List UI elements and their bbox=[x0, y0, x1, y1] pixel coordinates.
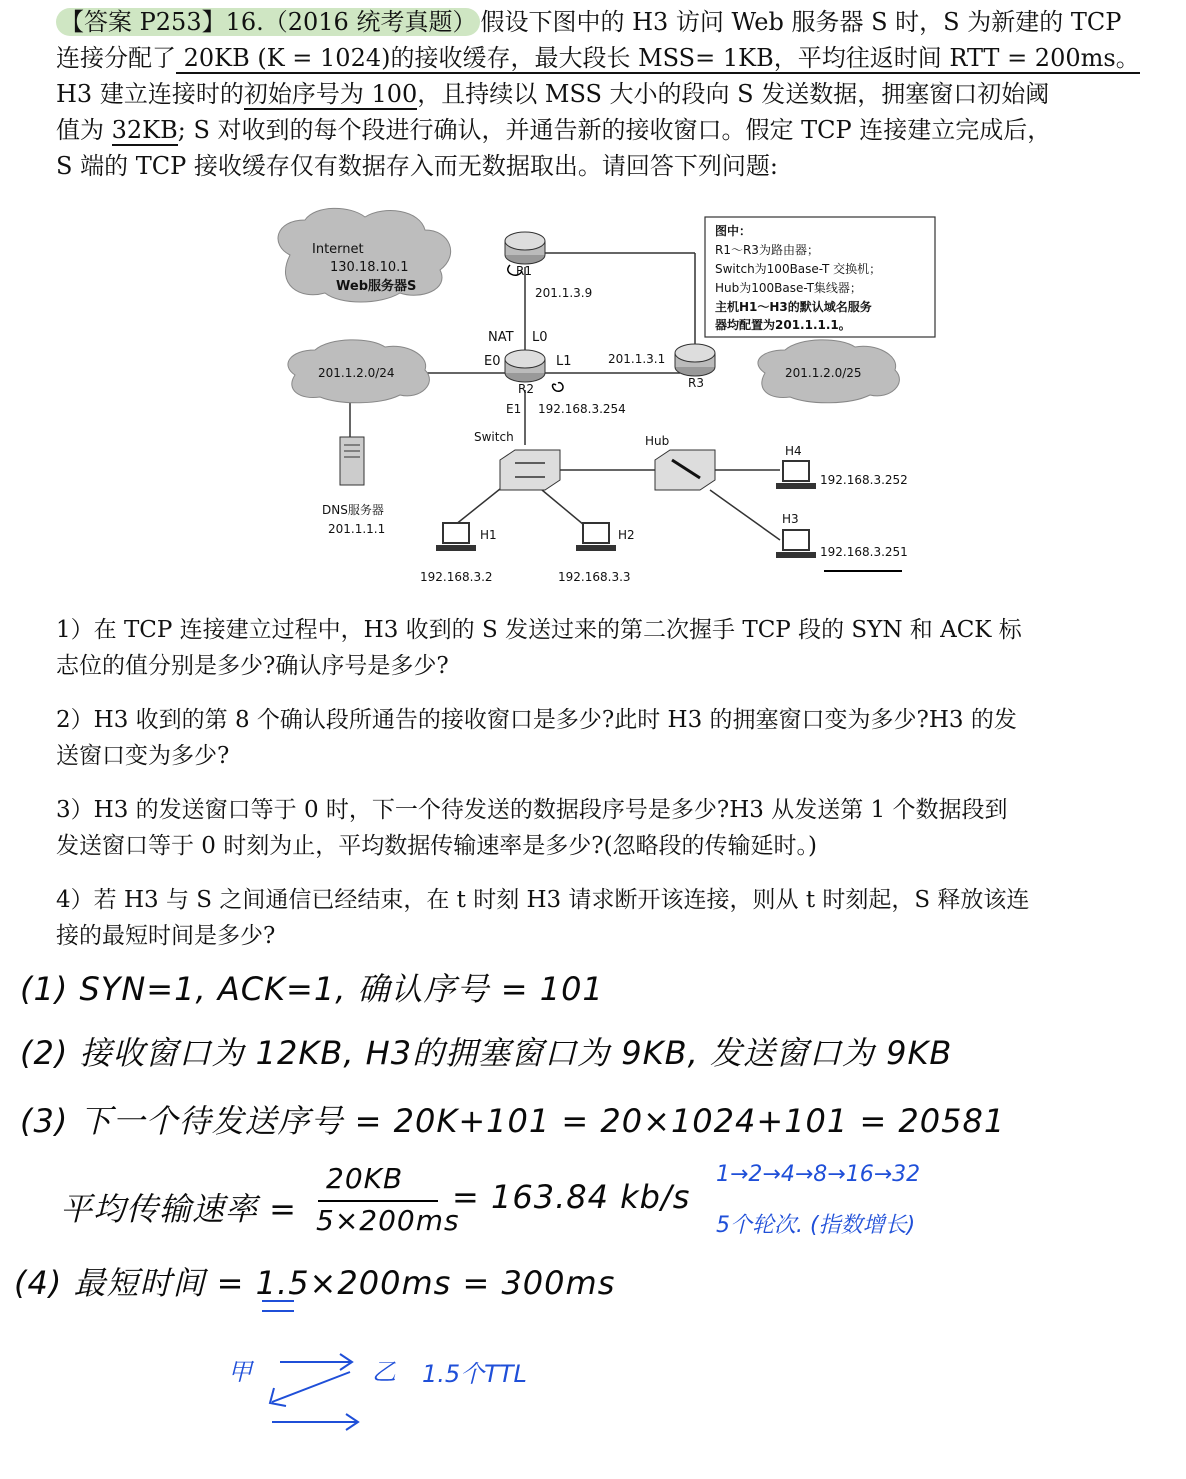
pen-mark bbox=[553, 383, 564, 392]
r1-ip: 201.1.3.9 bbox=[535, 286, 593, 300]
router-r1 bbox=[505, 232, 592, 300]
switch-label: Switch bbox=[474, 430, 514, 444]
underline-initial-seq: 初始序号为 100 bbox=[243, 80, 418, 108]
hub-device bbox=[655, 450, 715, 490]
r1-label: R1 bbox=[516, 264, 532, 278]
web-server-label: Web服务器S bbox=[336, 279, 417, 294]
underline-threshold: 32KB bbox=[111, 116, 178, 144]
host-h2 bbox=[558, 523, 635, 584]
dns-label: DNS服务器 bbox=[322, 503, 384, 517]
handwritten-rate-result: = 163.84 kb/s bbox=[452, 1178, 691, 1216]
right-subnet-label: 201.1.2.0/25 bbox=[785, 366, 862, 380]
h2-label: H2 bbox=[618, 528, 635, 542]
host-h4 bbox=[776, 444, 908, 489]
problem-line-5: S 端的 TCP 接收缓存仅有数据存入而无数据取出。请回答下列问题: bbox=[56, 152, 778, 180]
e0-label: E0 bbox=[484, 354, 501, 369]
problem-line-3: H3 建立连接时的初始序号为 100，且持续以 MSS 大小的段向 S 发送数据，拥塞窗口初始阈 bbox=[56, 80, 1050, 108]
legend-line: R1～R3为路由器； bbox=[715, 243, 819, 257]
r2-label: R2 bbox=[518, 382, 534, 396]
dns-server bbox=[322, 437, 385, 536]
arrow-back-icon bbox=[270, 1372, 350, 1406]
h3-ip: 192.168.3.251 bbox=[820, 545, 908, 559]
fraction-bar bbox=[318, 1200, 438, 1202]
router-r3 bbox=[675, 344, 715, 390]
blue-note-party-a: 甲 bbox=[228, 1358, 252, 1386]
blue-note-ttl: 1.5个TTL bbox=[422, 1360, 527, 1388]
h1-ip: 192.168.3.2 bbox=[420, 570, 493, 584]
r3-label: R3 bbox=[688, 376, 704, 390]
blue-underline bbox=[262, 1300, 294, 1302]
router-r2 bbox=[505, 350, 545, 396]
handwritten-answer-1: (1) SYN=1, ACK=1, 确认序号 = 101 bbox=[20, 970, 604, 1008]
handwritten-answer-4: (4) 最短时间 = 1.5×200ms = 300ms bbox=[14, 1264, 616, 1302]
r3-ip: 201.1.3.1 bbox=[608, 352, 666, 366]
question-4: 4）若 H3 与 S 之间通信已经结束，在 t 时刻 H3 请求断开该连接，则从 t 时刻起，S 释放该连 接的最短时间是多少? bbox=[56, 887, 1030, 949]
blue-note-party-b: 乙 bbox=[372, 1358, 396, 1386]
internet-label: Internet bbox=[312, 242, 364, 257]
h3-label: H3 bbox=[782, 512, 799, 526]
blue-underline bbox=[262, 1310, 294, 1312]
host-h1 bbox=[420, 523, 497, 584]
hub-label: Hub bbox=[645, 434, 670, 448]
handwritten-rate-numerator: 20KB bbox=[326, 1162, 404, 1195]
nat-label: NAT bbox=[488, 330, 514, 345]
blue-note-rounds: 5个轮次. (指数增长) bbox=[716, 1213, 916, 1238]
legend-line: Switch为100Base-T 交换机； bbox=[715, 262, 882, 276]
h4-label: H4 bbox=[785, 444, 802, 458]
right-subnet-cloud bbox=[758, 340, 899, 403]
legend-line: 图中： bbox=[715, 224, 752, 238]
legend-line: 器均配置为201.1.1.1。 bbox=[715, 318, 851, 332]
h2-ip: 192.168.3.3 bbox=[558, 570, 631, 584]
question-3: 3）H3 的发送窗口等于 0 时，下一个待发送的数据段序号是多少?H3 从发送第 1 个数据段到 发送窗口等于 0 时刻为止，平均数据传输速率是多少?(忽略段的传输延时。) bbox=[56, 797, 1008, 859]
l0-label: L0 bbox=[532, 330, 548, 345]
arrow-right-icon bbox=[272, 1414, 358, 1430]
handwritten-answer-3: (3) 下一个待发送序号 = 20K+101 = 20×1024+101 = 20581 bbox=[20, 1102, 1006, 1140]
host-h3 bbox=[776, 512, 908, 571]
legend-line: 主机H1～H3的默认域名服务 bbox=[715, 300, 872, 314]
network-diagram bbox=[260, 205, 950, 590]
h4-ip: 192.168.3.252 bbox=[820, 473, 908, 487]
question-1: 1）在 TCP 连接建立过程中，H3 收到的 S 发送过来的第二次握手 TCP 段的 SYN 和 ACK 标 志位的值分别是多少?确认序号是多少? bbox=[56, 617, 1022, 679]
l1-label: L1 bbox=[556, 354, 572, 369]
switch-device bbox=[500, 450, 560, 490]
handwritten-rate-denominator: 5×200ms bbox=[316, 1204, 460, 1237]
left-subnet-label: 201.1.2.0/24 bbox=[318, 366, 395, 380]
internet-cloud bbox=[278, 208, 451, 302]
h1-label: H1 bbox=[480, 528, 497, 542]
blue-handshake-arrows bbox=[260, 1340, 380, 1440]
handwritten-answer-2: (2) 接收窗口为 12KB, H3的拥塞窗口为 9KB, 发送窗口为 9KB bbox=[20, 1034, 953, 1072]
blue-note-growth: 1→2→4→8→16→32 bbox=[716, 1162, 921, 1187]
problem-line-4: 值为 32KB; S 对收到的每个段进行确认，并通告新的接收窗口。假定 TCP 连接建立完成后， bbox=[56, 116, 1052, 144]
underline-buffer-info: 20KB (K = 1024)的接收缓存，最大段长 MSS= 1KB，平均往返时间 RTT = 200ms。 bbox=[176, 44, 1140, 72]
r2-e1-ip: 192.168.3.254 bbox=[538, 402, 626, 416]
legend-box bbox=[705, 217, 935, 337]
question-2: 2）H3 收到的第 8 个确认段所通告的接收窗口是多少?此时 H3 的拥塞窗口变为多少?H3 的发 送窗口变为多少? bbox=[56, 707, 1017, 769]
left-subnet-cloud bbox=[288, 340, 429, 403]
handwritten-rate-label: 平均传输速率 = bbox=[60, 1190, 297, 1228]
answer-tag-highlight: 【答案 P253】16.（2016 统考真题） bbox=[56, 8, 480, 36]
arrow-right-icon bbox=[280, 1354, 352, 1370]
problem-statement bbox=[56, 4, 1151, 184]
problem-line-2: 连接分配了 20KB (K = 1024)的接收缓存，最大段长 MSS= 1KB，平均往返时间 RTT = 200ms。 bbox=[56, 44, 1140, 72]
e1-label: E1 bbox=[506, 402, 522, 416]
legend-line: Hub为100Base-T集线器； bbox=[715, 281, 862, 295]
dns-ip: 201.1.1.1 bbox=[328, 522, 386, 536]
problem-line-1: 【答案 P253】16.（2016 统考真题） 假设下图中的 H3 访问 Web 服务器 S 时，S 为新建的 TCP bbox=[56, 4, 1151, 40]
internet-ip: 130.18.10.1 bbox=[330, 260, 409, 275]
